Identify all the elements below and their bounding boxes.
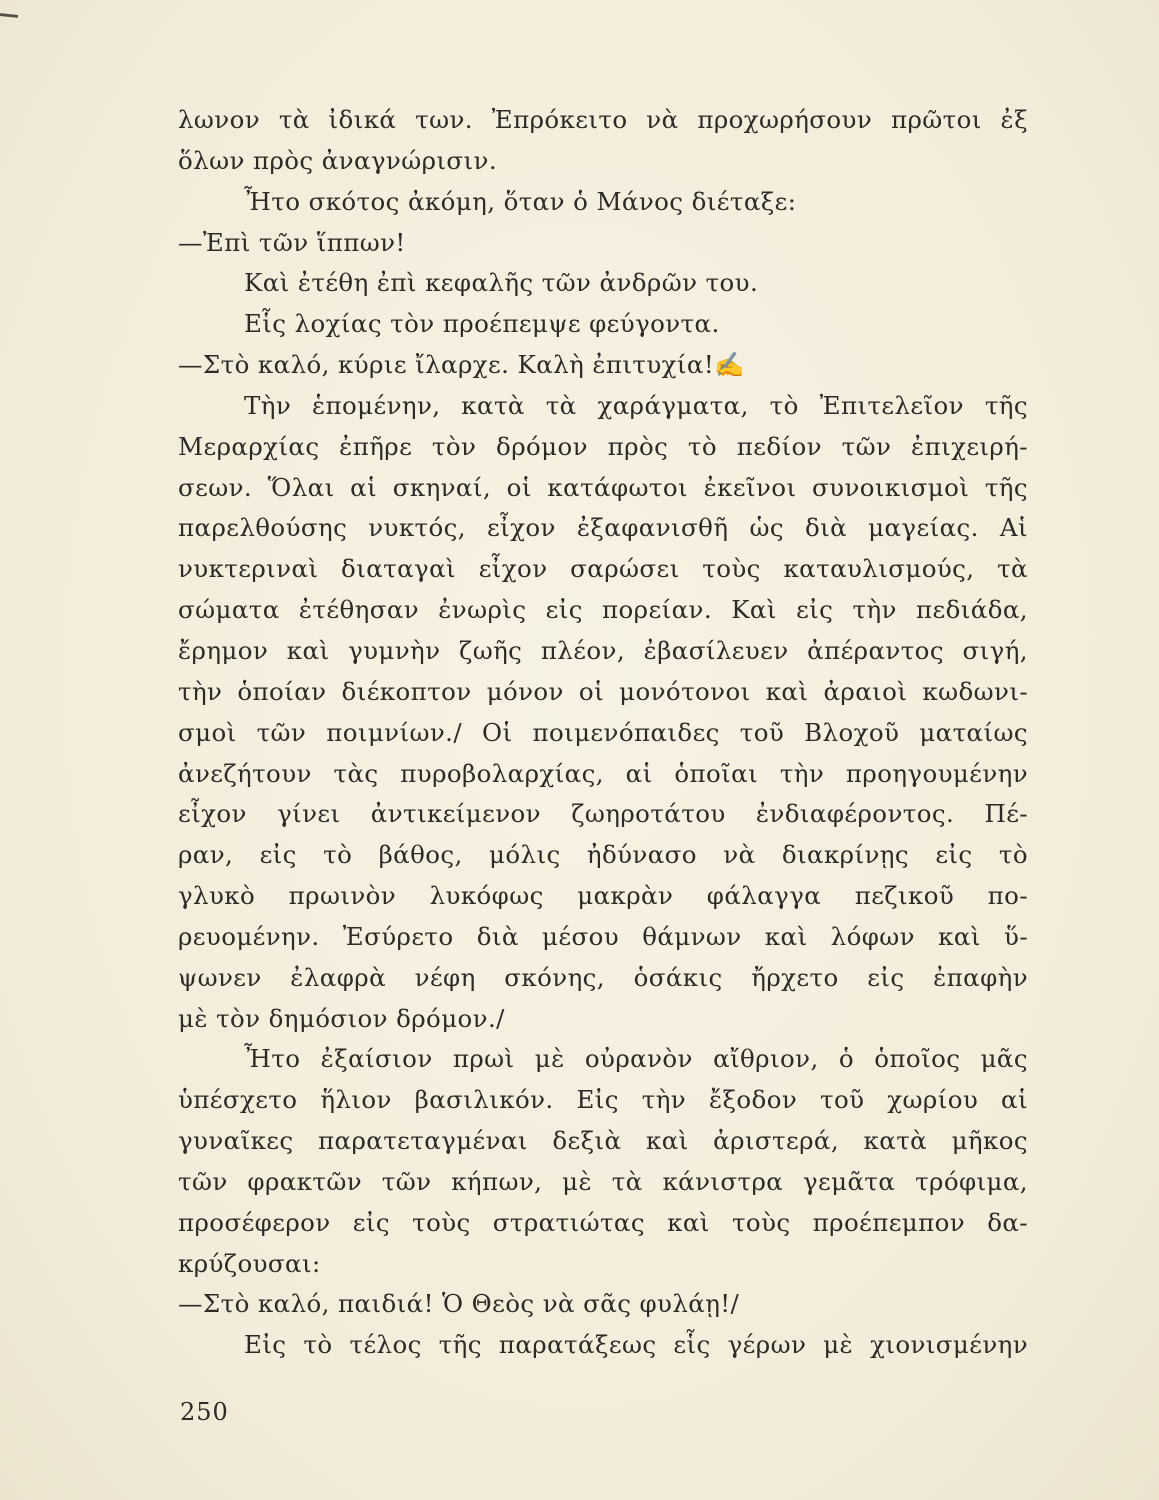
text-line-content: λωνον τὰ ἰδικά των. Ἐπρόκειτο νὰ προχωρήσουν πρῶτοι ἐξ xyxy=(178,105,1028,134)
text-line-content: Τὴν ἑπομένην, κατὰ τὰ χαράγματα, τὸ Ἐπιτελεῖον τῆς xyxy=(244,390,1028,420)
text-line-content: παρελθούσης νυκτός, εἶχον ἐξαφανισθῆ ὡς διὰ μαγείας. Αἱ xyxy=(178,513,1028,543)
text-line xyxy=(178,999,1028,1040)
text-line-content: σμοὶ τῶν ποιμνίων./ Οἱ ποιμενόπαιδες τοῦ Βλοχοῦ ματαίως xyxy=(178,717,1028,747)
pencil-mark-icon: ✍ xyxy=(714,350,746,380)
text-line-content: τῶν φρακτῶν τῶν κήπων, μὲ τὰ κάνιστρα γεμᾶτα τρόφιμα, xyxy=(178,1166,1028,1196)
text-line xyxy=(178,958,1028,999)
text-line-content: ραν, εἰς τὸ βάθος, μόλις ἠδύνασο νὰ διακρίνῃς εἰς τὸ xyxy=(178,840,1028,870)
text-line xyxy=(178,590,1028,631)
text-line xyxy=(178,304,1028,345)
text-line xyxy=(178,508,1028,549)
text-line xyxy=(178,100,1028,141)
text-line-content: κρύζουσαι: xyxy=(178,1248,321,1278)
text-line-content: ὑπέσχετο ἥλιον βασιλικόν. Εἰς τὴν ἔξοδον τοῦ χωρίου αἱ xyxy=(178,1085,1028,1115)
corner-mark xyxy=(0,13,18,18)
text-line-content: γλυκὸ πρωινὸν λυκόφως μακρὰν φάλαγγα πεζικοῦ πο- xyxy=(178,881,1028,911)
text-line xyxy=(178,713,1028,754)
text-line-content: γυναῖκες παρατεταγμέναι δεξιὰ καὶ ἀριστερά, κατὰ μῆκος xyxy=(178,1126,1028,1156)
body-text xyxy=(178,100,1028,1366)
text-line xyxy=(178,672,1028,713)
text-line xyxy=(178,386,1028,427)
text-line xyxy=(178,1284,1028,1325)
text-line-content: Εἷς λοχίας τὸν προέπεμψε φεύγοντα. xyxy=(244,309,720,339)
text-line-content: ἀνεζήτουν τὰς πυροβολαρχίας, αἱ ὁποῖαι τὴν προηγουμένην xyxy=(178,758,1028,788)
text-line xyxy=(178,345,1028,386)
text-line-content: ρευομένην. Ἐσύρετο διὰ μέσου θάμνων καὶ λόφων καὶ ὕ- xyxy=(178,921,1028,951)
text-line xyxy=(178,794,1028,835)
page-number: 250 xyxy=(180,1398,229,1426)
text-line-content: ψωνεν ἐλαφρὰ νέφη σκόνης, ὁσάκις ἤρχετο εἰς ἐπαφὴν xyxy=(178,962,1028,992)
text-line-content: εἶχον γίνει ἀντικείμενον ζωηροτάτου ἐνδιαφέροντος. Πέ- xyxy=(178,799,1028,829)
text-line xyxy=(178,835,1028,876)
text-line-content: Ἦτο ἐξαίσιον πρωὶ μὲ οὐρανὸν αἴθριον, ὁ ὁποῖος μᾶς xyxy=(244,1044,1028,1074)
text-line-content: ἔρημον καὶ γυμνὴν ζωῆς πλέον, ἐβασίλευεν ἀπέραντος σιγή, xyxy=(178,635,1028,665)
text-line xyxy=(178,1203,1028,1244)
text-line xyxy=(178,754,1028,795)
text-line-content: σώματα ἐτέθησαν ἐνωρὶς εἰς πορείαν. Καὶ εἰς τὴν πεδιάδα, xyxy=(178,595,1028,625)
text-line-content: Μεραρχίας ἐπῆρε τὸν δρόμον πρὸς τὸ πεδίον τῶν ἐπιχειρή- xyxy=(178,431,1028,461)
text-line-content: μὲ τὸν δημόσιον δρόμον./ xyxy=(178,1003,505,1033)
text-line xyxy=(178,1121,1028,1162)
text-line-content: νυκτεριναὶ διαταγαὶ εἶχον σαρώσει τοὺς καταυλισμούς, τὰ xyxy=(178,554,1028,584)
text-line xyxy=(178,468,1028,509)
text-line-content: —Ἐπὶ τῶν ἵππων! xyxy=(178,227,406,257)
text-line-content: προσέφερον εἰς τοὺς στρατιώτας καὶ τοὺς προέπεμπον δα- xyxy=(178,1207,1028,1237)
text-line-content: ὅλων πρὸς ἀναγνώρισιν. xyxy=(178,145,498,175)
text-line xyxy=(178,427,1028,468)
text-line-content: Καὶ ἐτέθη ἐπὶ κεφαλῆς τῶν ἀνδρῶν του. xyxy=(244,268,759,298)
text-line xyxy=(178,1325,1028,1366)
text-line-content: —Στὸ καλό, παιδιά! Ὁ Θεὸς νὰ σᾶς φυλάῃ!/ xyxy=(178,1289,740,1319)
text-line-content: —Στὸ καλό, κύριε ἴλαρχε. Καλὴ ἐπιτυχία! xyxy=(178,350,715,380)
text-line-content: τὴν ὁποίαν διέκοπτον μόνον οἱ μονότονοι καὶ ἀραιοὶ κωδωνι- xyxy=(178,676,1028,706)
text-line xyxy=(178,182,1028,223)
text-line xyxy=(178,141,1028,182)
text-line xyxy=(178,549,1028,590)
text-line-content: σεων. Ὅλαι αἱ σκηναί, οἱ κατάφωτοι ἐκεῖνοι συνοικισμοὶ τῆς xyxy=(178,472,1028,502)
text-line xyxy=(178,1162,1028,1203)
text-line xyxy=(178,876,1028,917)
text-line xyxy=(178,263,1028,304)
text-line xyxy=(178,1244,1028,1285)
text-line xyxy=(178,1039,1028,1080)
text-line-content: Ἦτο σκότος ἀκόμη, ὅταν ὁ Μάνος διέταξε: xyxy=(244,186,797,216)
text-line xyxy=(178,223,1028,264)
text-line xyxy=(178,917,1028,958)
text-line xyxy=(178,1080,1028,1121)
text-line xyxy=(178,631,1028,672)
text-line-content: Εἰς τὸ τέλος τῆς παρατάξεως εἷς γέρων μὲ χιονισμένην xyxy=(244,1330,1028,1360)
